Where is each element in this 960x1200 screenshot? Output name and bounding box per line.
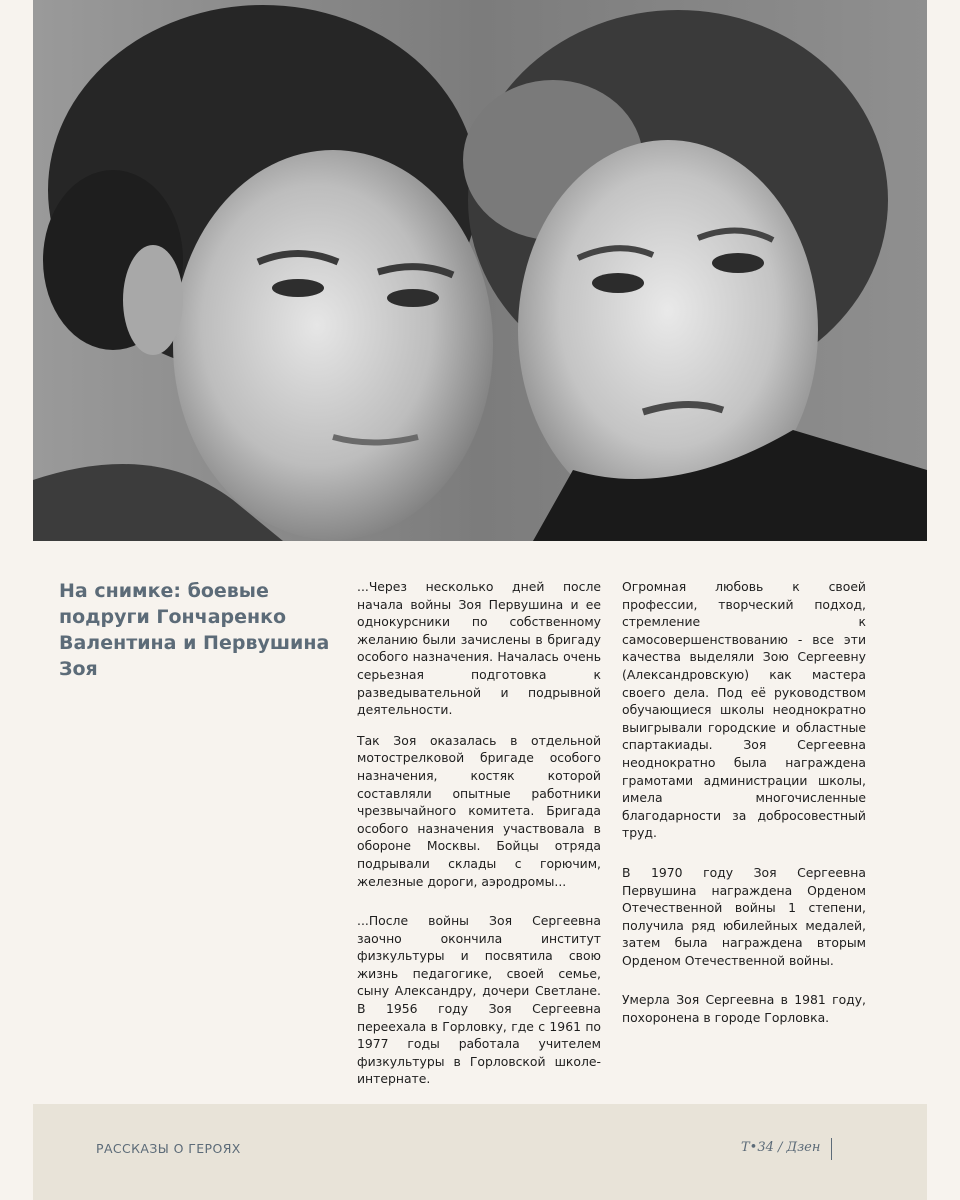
paragraph: ...Через несколько дней после начала войны Зоя Первушина и ее однокурсники по собственному желанию были зачислены в бригаду особого назначения. Началась очень серьезная подготовка к разведывательной и подрывной деятельности.	[357, 579, 601, 718]
paragraph: Так Зоя оказалась в отдельной мотострелковой бригаде особого назначения, костяк которой составляли опытные работники чрезвычайного комитета. Бригада особого назначения участвовала в обороне Москвы. Бойцы отряда подрывали склады с горючим, железные дороги, аэродромы...	[357, 732, 601, 889]
hero-photo	[33, 0, 927, 541]
photo-caption: На снимке: боевые подруги Гончаренко Валентина и Первушина Зоя	[59, 580, 330, 680]
divider	[831, 1138, 832, 1160]
paragraph: В 1970 году Зоя Сергеевна Первушина награждена Орденом Отечественной войны 1 степени, получила ряд юбилейных медалей, затем была награждена вторым Орденом Отечественной войны.	[622, 864, 866, 968]
section-label[interactable]: РАССКАЗЫ О ГЕРОЯХ	[96, 1141, 241, 1156]
paragraph: Умерла Зоя Сергеевна в 1981 году, похоронена в городе Горловка.	[622, 992, 866, 1026]
footer	[33, 1104, 927, 1200]
brand-logo[interactable]: Т•34 / Дзен	[741, 1140, 821, 1155]
article-column-1	[357, 578, 601, 1101]
paragraph: ...После войны Зоя Сергеевна заочно окончила институт физкультуры и посвятила свою жизнь педагогике, своей семье, сыну Александру, дочери Светлане. В 1956 году Зоя Сергеевна переехала в Горловку, где с 1961 по 1977 годы работала учителем физкультуры в Горловской школе-интернате.	[357, 913, 601, 1087]
two-women-portrait-icon	[33, 0, 927, 541]
paragraph: Огромная любовь к своей профессии, творческий подход, стремление к самосовершенствованию - все эти качества выделяли Зою Сергеевну (Александровскую) как мастера своего дела. Под её руководством обучающиеся школы неоднократно выигрывали городские и областные спартакиады. Зоя Сергеевна неоднократно была награждена грамотами администрации школы, имела многочисленные благодарности за добросовестный труд.	[622, 579, 866, 841]
article-column-2	[622, 578, 866, 1040]
